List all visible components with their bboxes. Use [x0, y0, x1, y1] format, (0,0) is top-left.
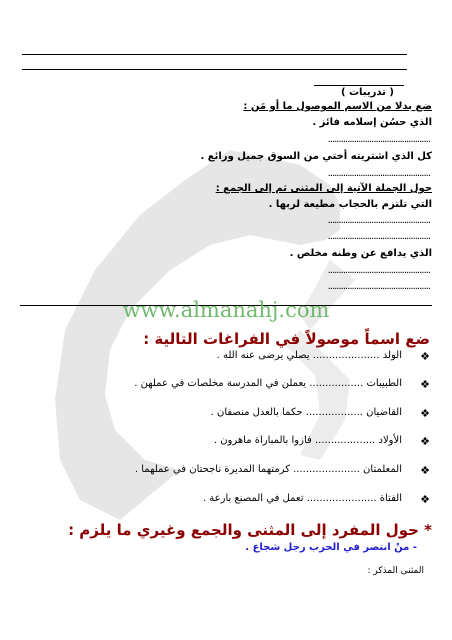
bullet-icon: ❖ — [420, 435, 430, 448]
answer-blank-4a[interactable]: ............................................... — [327, 265, 430, 276]
question-1: الذي حسُن إسلامه فائز . — [312, 117, 432, 128]
transform-title: * حول المفرد إلى المثنى والجمع وغيري ما يلزم : — [68, 521, 432, 539]
fill-item-3[interactable]: القاضيان .................. حكما بالعدل منصفان . — [210, 407, 402, 418]
question-2: كل الذي اشتريته أختي من السوق جميل ورائع . — [200, 151, 432, 162]
instruction-replace-relative: ضع بدلا من الاسم الموصول ما أو مَن : — [243, 101, 432, 112]
answer-blank-2[interactable]: ............................................... — [327, 168, 430, 179]
transform-sentence: - منْ انتصر في الحرب رجل شجاع . — [245, 542, 417, 553]
instruction-transform-dual-plural: حول الجملة الآتية إلى المثنى ثم إلى الجمع : — [215, 183, 432, 194]
bullet-icon: ❖ — [420, 378, 430, 391]
dual-masculine-label: المثنى المذكر : — [367, 566, 424, 576]
answer-blank-1[interactable]: ............................................... — [327, 134, 430, 145]
top-rule-1 — [22, 54, 407, 55]
watermark-url: www.almanahj.com — [122, 298, 330, 322]
fill-item-4[interactable]: الأولاد ................... فازوا بالمباراة ماهرون . — [213, 435, 402, 446]
title-underline — [314, 85, 404, 86]
answer-blank-3b[interactable]: ............................................... — [327, 231, 430, 242]
question-4: الذي يدافع عن وطنه مخلص . — [289, 248, 432, 259]
question-3: التي تلتزم بالحجاب مطيعة لربها . — [268, 199, 432, 210]
fill-item-2[interactable]: الطبيبات ................. يعملن في المدرسة مخلصات في عملهن . — [134, 378, 402, 389]
bullet-icon: ❖ — [420, 407, 430, 420]
fill-item-5[interactable]: المعلمتان ..................... كرمتهما المديرة ناجحتان في عملهما . — [134, 464, 402, 475]
answer-blank-4b[interactable]: ............................................... — [327, 281, 430, 292]
fill-item-1[interactable]: الولد ..................... يصلي يرضى عنه الله . — [216, 350, 402, 361]
bullet-icon: ❖ — [420, 493, 430, 506]
exercises-title: ( تدريبات ) — [340, 87, 394, 98]
top-rule-2 — [22, 69, 407, 70]
bullet-icon: ❖ — [420, 464, 430, 477]
fill-relative-title: ضع اسماً موصولاً في الفراغات التالية : — [143, 330, 430, 348]
answer-blank-3a[interactable]: ............................................... — [327, 215, 430, 226]
fill-item-6[interactable]: الفتاة ...................... تعمل في المصنع بارعة . — [202, 493, 402, 504]
bullet-icon: ❖ — [420, 350, 430, 363]
